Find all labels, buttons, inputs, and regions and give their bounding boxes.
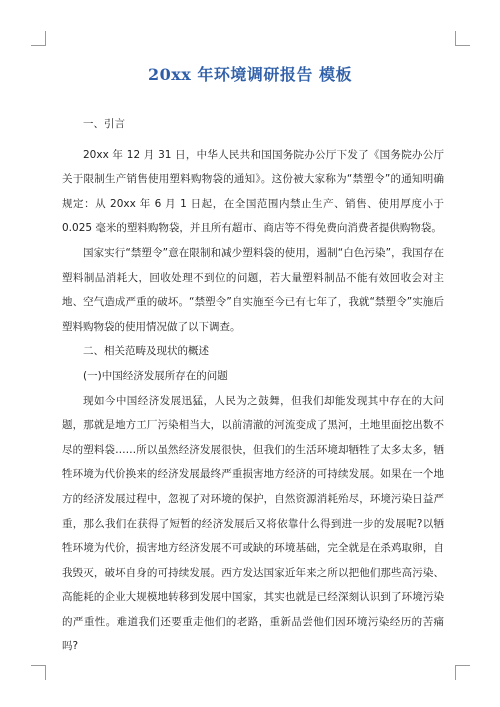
paragraph: 国家实行“禁塑令”意在限制和减少塑料袋的使用，遏制“白色污染”，我国存在塑料制品消耗大，回收处理不到位的问题，若大量塑料制品不能有效回收会对主地、空气造成严重的破坏。“禁塑令”自实施至今已有七年了，我就“禁塑令”实施后塑料购物袋的使用情况做了以下调查。 (62, 246, 444, 333)
section-heading-overview: 二、相关范畴及现状的概述 (83, 345, 209, 358)
paragraph: 20xx 年 12 月 31 日，中华人民共和国国务院办公厅下发了《国务院办公厅关于限制生产销售使用塑料购物袋的通知》。这份被大家称为“禁塑令”的通知明确规定：从 20xx 年 6 月 1 日起，在全国范围内禁止生产、销售、使用厚度小于 0.025 毫米的塑料购物袋，并且所有超市、商店等不得免费向消费者提供购物袋。 (62, 148, 444, 235)
paragraph: 现如今中国经济发展迅猛，人民为之鼓舞，但我们却能发现其中存在的大问题，那就是地方工厂污染相当大，以前清澈的河流变成了黑河，土地里面挖出数不尽的塑料袋……所以虽然经济发展很快，但我们的生活环境却牺牲了太多太多，牺牲环境为代价换来的经济发展最终严重损害地方经济的可持续发展。如果在一个地方的经济发展过程中，忽视了对环境的保护，自然资源消耗殆尽，环境污染日益严重，那么我们在获得了短暂的经济发展后又将依靠什么得到进一步的发展呢?以牺牲环境为代价，损害地方经济发展不可或缺的环境基础，完全就是在杀鸡取卵，自我毁灭，破坏自身的可持续发展。西方发达国家近年来之所以把他们那些高污染、高能耗的企业大规模地转移到发展中国家，其实也就是已经深刻认识到了环境污染的严重性。难道我们还要重走他们的老路，重新品尝他们因环境污染经历的苦痛吗? (62, 394, 444, 653)
page-corner-mark-top-right (455, 31, 470, 46)
page-corner-mark-bottom-left (31, 665, 46, 680)
subsection-heading: (一)中国经济发展所存在的问题 (83, 369, 228, 382)
page-corner-mark-bottom-right (455, 665, 470, 680)
document-title: 20xx 年环境调研报告 模板 (148, 65, 352, 84)
section-heading-introduction: 一、引言 (83, 118, 125, 130)
page-corner-mark-top-left (31, 31, 46, 46)
document-body (62, 112, 444, 659)
